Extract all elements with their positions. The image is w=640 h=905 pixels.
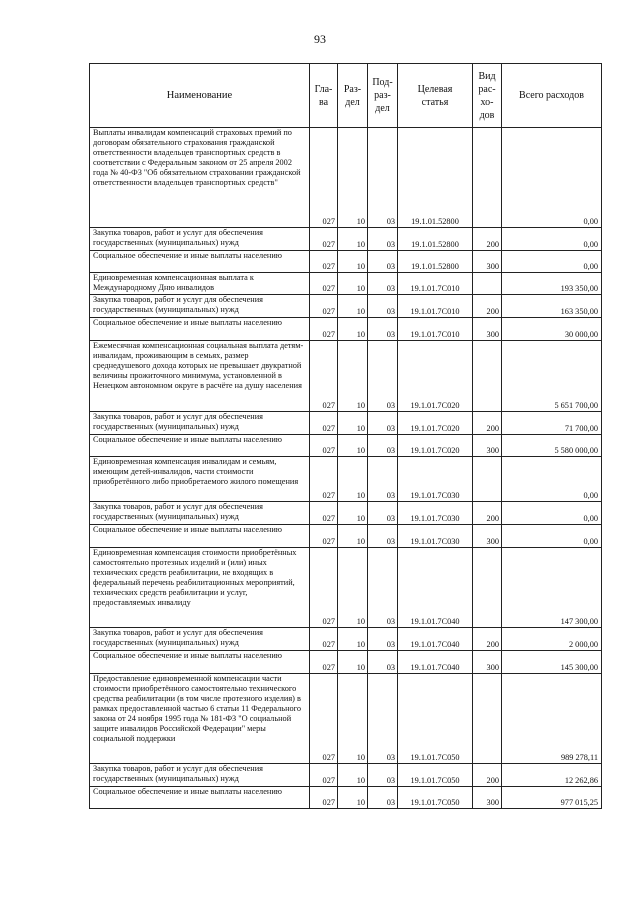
table-row	[90, 548, 602, 628]
row-name: Социальное обеспечение и иные выплаты населению	[90, 435, 310, 457]
row-glava: 027	[310, 502, 338, 525]
table-header-row	[90, 64, 602, 128]
row-razdel: 10	[338, 273, 368, 295]
table-row	[90, 128, 602, 228]
row-vid: 300	[473, 651, 502, 674]
row-total: 0,00	[502, 525, 602, 548]
row-name: Закупка товаров, работ и услуг для обеспечения государственных (муниципальных) нужд	[90, 295, 310, 318]
expenditure-table	[89, 63, 602, 809]
row-glava: 027	[310, 318, 338, 341]
row-total: 145 300,00	[502, 651, 602, 674]
table-row	[90, 318, 602, 341]
row-total: 0,00	[502, 457, 602, 502]
row-vid	[473, 273, 502, 295]
row-total: 0,00	[502, 128, 602, 228]
row-podrazdel: 03	[368, 412, 398, 435]
table-row	[90, 251, 602, 273]
row-glava: 027	[310, 628, 338, 651]
row-razdel: 10	[338, 651, 368, 674]
row-target: 19.1.01.7С020	[398, 412, 473, 435]
row-vid: 300	[473, 525, 502, 548]
row-vid	[473, 457, 502, 502]
row-name: Единовременная компенсация инвалидам и семьям, имеющим детей-инвалидов, части стоимости приобретённого либо приобретаемого жилого помещения	[90, 457, 310, 502]
row-razdel: 10	[338, 764, 368, 787]
row-target: 19.1.01.52800	[398, 251, 473, 273]
row-podrazdel: 03	[368, 251, 398, 273]
header-vid-text: Вид рас- хо- дов	[478, 70, 496, 121]
table-row	[90, 502, 602, 525]
page-number: 93	[314, 32, 326, 46]
row-name: Ежемесячная компенсационная социальная выплата детям-инвалидам, проживающим в семьях, размер среднедушевого дохода которых не превышает двукратной величины прожиточного минимума, установленной в Ненецком автономном округе в расчёте на душу населения	[90, 341, 310, 412]
row-glava: 027	[310, 273, 338, 295]
row-podrazdel: 03	[368, 525, 398, 548]
row-glava: 027	[310, 457, 338, 502]
row-name: Закупка товаров, работ и услуг для обеспечения государственных (муниципальных) нужд	[90, 228, 310, 251]
row-target: 19.1.01.7С010	[398, 295, 473, 318]
table-row	[90, 273, 602, 295]
row-target: 19.1.01.7С020	[398, 435, 473, 457]
row-glava: 027	[310, 674, 338, 764]
row-vid: 200	[473, 764, 502, 787]
row-target: 19.1.01.7С020	[398, 341, 473, 412]
header-total: Всего расходов	[502, 64, 602, 128]
row-podrazdel: 03	[368, 341, 398, 412]
row-target: 19.1.01.7С010	[398, 273, 473, 295]
table-row	[90, 435, 602, 457]
table-row	[90, 341, 602, 412]
row-podrazdel: 03	[368, 787, 398, 809]
row-total: 12 262,86	[502, 764, 602, 787]
row-target: 19.1.01.52800	[398, 128, 473, 228]
row-razdel: 10	[338, 228, 368, 251]
row-vid	[473, 548, 502, 628]
header-glava	[310, 64, 338, 128]
row-podrazdel: 03	[368, 228, 398, 251]
header-target-text: Целевая статья	[417, 83, 453, 108]
row-podrazdel: 03	[368, 674, 398, 764]
row-razdel: 10	[338, 318, 368, 341]
row-razdel: 10	[338, 457, 368, 502]
row-target: 19.1.01.7С040	[398, 628, 473, 651]
row-target: 19.1.01.7С030	[398, 502, 473, 525]
row-glava: 027	[310, 295, 338, 318]
row-total: 0,00	[502, 502, 602, 525]
row-name: Единовременная компенсация стоимости приобретённых самостоятельно протезных изделий и (или) иных технических средств реабилитации, не входящих в федеральный перечень реабилитационных мероприятий, технических средств реабилитации и услуг, предоставляемых инвалиду	[90, 548, 310, 628]
row-razdel: 10	[338, 435, 368, 457]
table-row	[90, 457, 602, 502]
row-podrazdel: 03	[368, 128, 398, 228]
row-glava: 027	[310, 764, 338, 787]
row-razdel: 10	[338, 674, 368, 764]
row-target: 19.1.01.7С040	[398, 548, 473, 628]
row-vid: 200	[473, 295, 502, 318]
row-vid	[473, 128, 502, 228]
row-name: Закупка товаров, работ и услуг для обеспечения государственных (муниципальных) нужд	[90, 628, 310, 651]
row-name: Предоставление единовременной компенсации части стоимости приобретённого самостоятельно технического средства реабилитации (в том числе протезного изделия) в рамках предоставленной частью 6 статьи 11 Федерального закона от 24 ноября 1995 года № 181-ФЗ "О социальной защите инвалидов Российской Федерации" меры социальной поддержки	[90, 674, 310, 764]
header-razdel-text: Раз- дел	[343, 83, 362, 108]
header-target	[398, 64, 473, 128]
row-total: 0,00	[502, 228, 602, 251]
row-razdel: 10	[338, 251, 368, 273]
table-row	[90, 651, 602, 674]
row-razdel: 10	[338, 502, 368, 525]
row-total: 0,00	[502, 251, 602, 273]
row-glava: 027	[310, 787, 338, 809]
row-podrazdel: 03	[368, 628, 398, 651]
header-vid	[473, 64, 502, 128]
row-podrazdel: 03	[368, 764, 398, 787]
row-razdel: 10	[338, 341, 368, 412]
row-target: 19.1.01.7С030	[398, 525, 473, 548]
row-total: 147 300,00	[502, 548, 602, 628]
row-vid: 200	[473, 628, 502, 651]
row-target: 19.1.01.7С040	[398, 651, 473, 674]
row-name: Социальное обеспечение и иные выплаты населению	[90, 525, 310, 548]
row-target: 19.1.01.7С050	[398, 787, 473, 809]
row-vid: 300	[473, 787, 502, 809]
row-glava: 027	[310, 651, 338, 674]
row-total: 5 580 000,00	[502, 435, 602, 457]
table-row	[90, 787, 602, 809]
row-razdel: 10	[338, 548, 368, 628]
row-vid: 300	[473, 251, 502, 273]
row-razdel: 10	[338, 295, 368, 318]
table-row	[90, 295, 602, 318]
row-name: Единовременная компенсационная выплата к Международному Дню инвалидов	[90, 273, 310, 295]
row-target: 19.1.01.52800	[398, 228, 473, 251]
table-row	[90, 764, 602, 787]
row-total: 5 651 700,00	[502, 341, 602, 412]
table-row	[90, 228, 602, 251]
row-glava: 027	[310, 412, 338, 435]
row-podrazdel: 03	[368, 457, 398, 502]
row-target: 19.1.01.7С050	[398, 674, 473, 764]
row-target: 19.1.01.7С010	[398, 318, 473, 341]
row-glava: 027	[310, 228, 338, 251]
row-glava: 027	[310, 548, 338, 628]
header-razdel	[338, 64, 368, 128]
row-total: 163 350,00	[502, 295, 602, 318]
row-vid: 200	[473, 502, 502, 525]
row-total: 30 000,00	[502, 318, 602, 341]
header-name: Наименование	[90, 64, 310, 128]
table-row	[90, 525, 602, 548]
row-razdel: 10	[338, 525, 368, 548]
row-glava: 027	[310, 251, 338, 273]
row-vid	[473, 341, 502, 412]
row-total: 193 350,00	[502, 273, 602, 295]
row-glava: 027	[310, 128, 338, 228]
row-glava: 027	[310, 525, 338, 548]
table-row	[90, 412, 602, 435]
row-glava: 027	[310, 341, 338, 412]
table-row	[90, 628, 602, 651]
header-podrazdel-text: Под- раз- дел	[372, 77, 393, 114]
row-podrazdel: 03	[368, 651, 398, 674]
row-razdel: 10	[338, 628, 368, 651]
row-target: 19.1.01.7С050	[398, 764, 473, 787]
row-vid: 200	[473, 412, 502, 435]
row-razdel: 10	[338, 787, 368, 809]
row-name: Закупка товаров, работ и услуг для обеспечения государственных (муниципальных) нужд	[90, 764, 310, 787]
header-glava-text: Гла- ва	[314, 83, 333, 108]
row-podrazdel: 03	[368, 548, 398, 628]
row-total: 977 015,25	[502, 787, 602, 809]
header-podrazdel	[368, 64, 398, 128]
row-razdel: 10	[338, 412, 368, 435]
row-vid	[473, 674, 502, 764]
row-podrazdel: 03	[368, 273, 398, 295]
row-podrazdel: 03	[368, 502, 398, 525]
row-target: 19.1.01.7С030	[398, 457, 473, 502]
row-podrazdel: 03	[368, 295, 398, 318]
row-name: Закупка товаров, работ и услуг для обеспечения государственных (муниципальных) нужд	[90, 412, 310, 435]
table-row	[90, 674, 602, 764]
row-name: Выплаты инвалидам компенсаций страховых премий по договорам обязательного страхования гражданской ответственности владельцев транспортных средств в соответствии с Федеральным законом от 25 апреля 2002 года № 40-ФЗ "Об обязательном страховании гражданской ответственности владельцев транспортных средств"	[90, 128, 310, 228]
row-total: 2 000,00	[502, 628, 602, 651]
row-total: 989 278,11	[502, 674, 602, 764]
row-vid: 300	[473, 435, 502, 457]
row-vid: 300	[473, 318, 502, 341]
row-name: Социальное обеспечение и иные выплаты населению	[90, 318, 310, 341]
row-name: Социальное обеспечение и иные выплаты населению	[90, 251, 310, 273]
row-name: Закупка товаров, работ и услуг для обеспечения государственных (муниципальных) нужд	[90, 502, 310, 525]
row-podrazdel: 03	[368, 435, 398, 457]
row-glava: 027	[310, 435, 338, 457]
row-name: Социальное обеспечение и иные выплаты населению	[90, 787, 310, 809]
row-name: Социальное обеспечение и иные выплаты населению	[90, 651, 310, 674]
row-podrazdel: 03	[368, 318, 398, 341]
row-vid: 200	[473, 228, 502, 251]
row-total: 71 700,00	[502, 412, 602, 435]
row-razdel: 10	[338, 128, 368, 228]
